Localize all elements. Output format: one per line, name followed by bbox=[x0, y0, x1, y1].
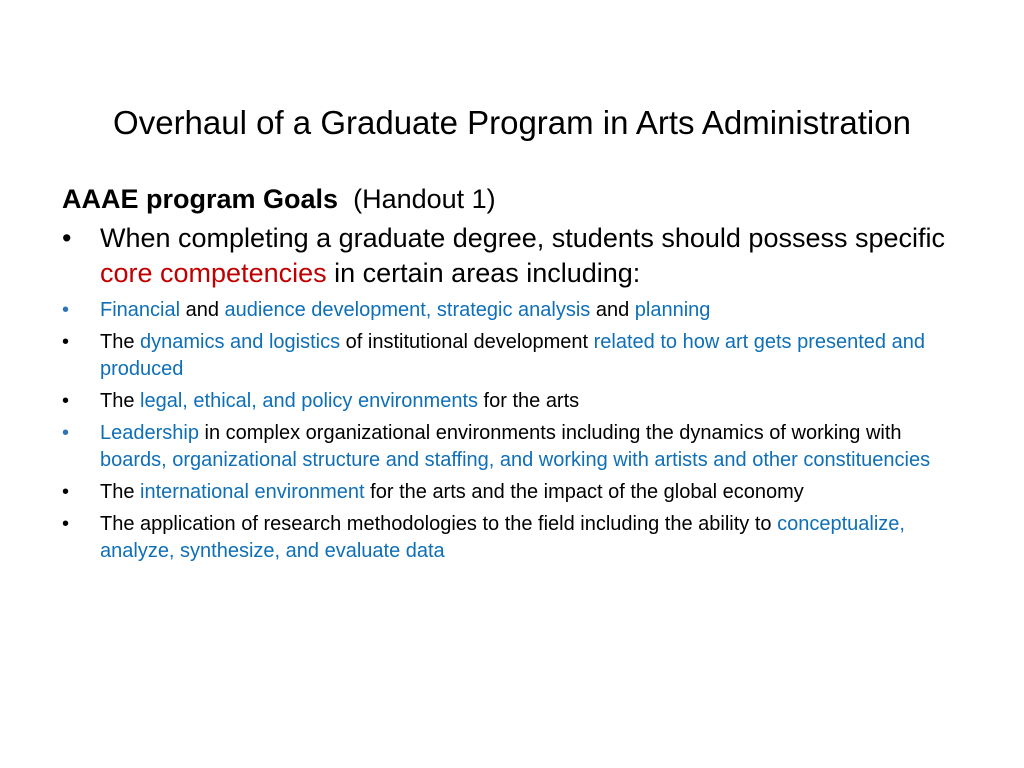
bullet-text: for the arts and the impact of the global economy bbox=[364, 481, 804, 503]
highlight-text: boards, organizational structure and staffing, and working with artists and other constituencies bbox=[100, 449, 931, 471]
bullet-text: for the arts bbox=[478, 390, 580, 412]
slide-title: Overhaul of a Graduate Program in Arts Administration bbox=[113, 104, 911, 141]
highlight-text: conceptualize, analyze, synthesize, and evaluate data bbox=[100, 513, 905, 562]
bullet-item bbox=[62, 479, 972, 506]
bullet-text: The bbox=[100, 390, 141, 412]
bullet-marker: • bbox=[62, 513, 70, 535]
heading-handout: (Handout 1) bbox=[353, 184, 496, 214]
section-heading bbox=[62, 180, 972, 218]
bullet-marker: • bbox=[62, 390, 70, 412]
bullet-item bbox=[62, 420, 972, 474]
slide-content bbox=[62, 180, 972, 570]
bullet-marker: • bbox=[62, 422, 70, 444]
highlight-text: related to how art gets presented and produced bbox=[100, 331, 925, 380]
highlight-text: planning bbox=[634, 299, 711, 321]
bullet-item bbox=[62, 511, 972, 565]
bullet-text: and bbox=[590, 299, 635, 321]
bullet-text: The bbox=[100, 331, 141, 353]
bullet-marker: • bbox=[62, 299, 70, 321]
highlight-text: Financial bbox=[100, 299, 181, 321]
highlight-text: audience development, strategic analysis bbox=[224, 299, 591, 321]
bullet-list bbox=[62, 221, 972, 565]
bullet-text: When completing a graduate degree, students should possess specific bbox=[100, 223, 946, 253]
highlight-text: legal, ethical, and policy environments bbox=[140, 390, 478, 412]
bullet-text: in certain areas including: bbox=[326, 258, 641, 288]
bullet-text: in complex organizational environments including the dynamics of working with bbox=[198, 422, 902, 444]
bullet-marker: • bbox=[62, 481, 70, 503]
bullet-text: of institutional development bbox=[340, 331, 594, 353]
bullet-marker: • bbox=[62, 331, 70, 353]
bullet-text: and bbox=[180, 299, 225, 321]
bullet-item bbox=[62, 221, 972, 291]
bullet-text: The application of research methodologies to the field including the ability to bbox=[100, 513, 778, 535]
bullet-item bbox=[62, 329, 972, 383]
bullet-item bbox=[62, 388, 972, 415]
highlight-text: dynamics and logistics bbox=[140, 331, 341, 353]
heading-bold: AAAE program Goals bbox=[62, 184, 339, 214]
bullet-text: The bbox=[100, 481, 141, 503]
highlight-text: international environment bbox=[140, 481, 365, 503]
highlight-text: Leadership bbox=[100, 422, 199, 444]
highlight-text: core competencies bbox=[100, 258, 327, 288]
bullet-item bbox=[62, 297, 972, 324]
bullet-marker: • bbox=[62, 223, 72, 253]
